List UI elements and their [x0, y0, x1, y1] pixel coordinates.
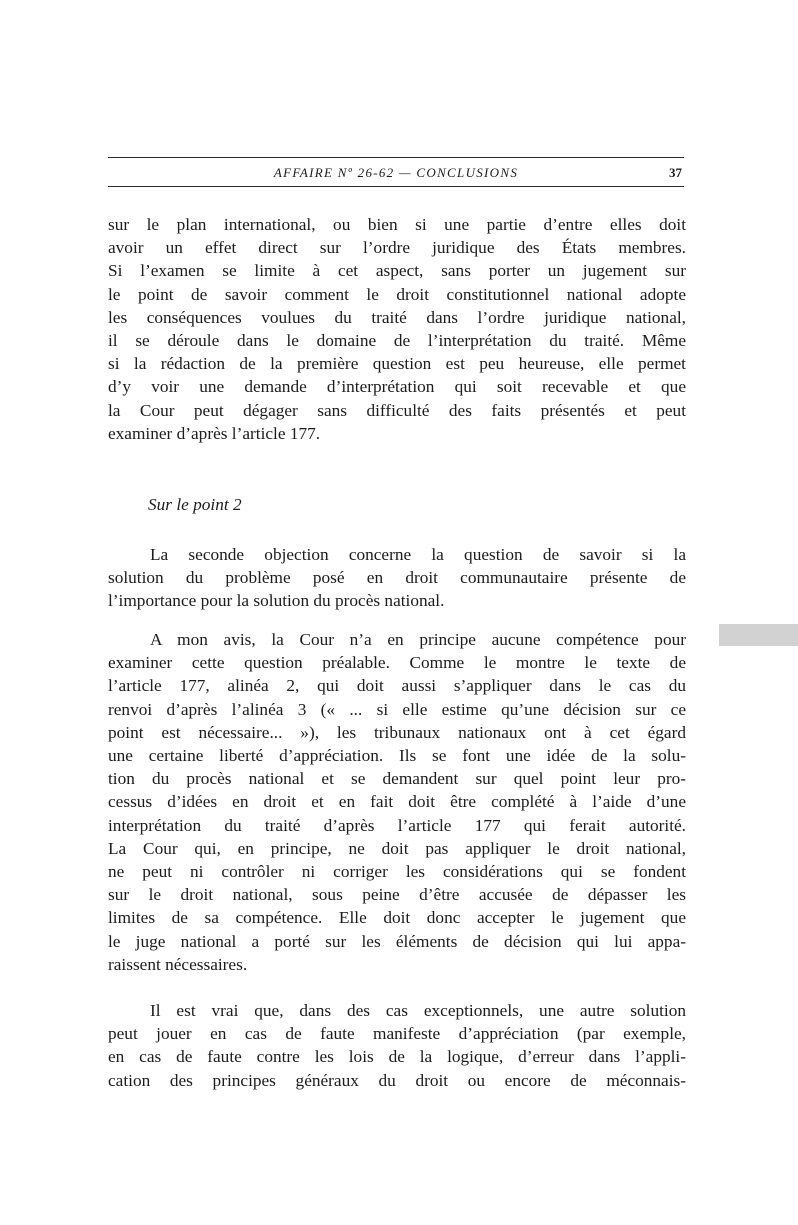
text-line: examiner cette question préalable. Comme le montre le texte de	[108, 653, 686, 673]
text-line: le point de savoir comment le droit constitutionnel national adopte	[108, 284, 686, 304]
text-line: sur le plan international, ou bien si une partie d’entre elles doit	[108, 215, 686, 234]
text-line: si la rédaction de la première question est peu heureuse, elle permet	[108, 354, 686, 374]
text-line: A mon avis, la Cour n’a en principe aucune compétence pour	[150, 630, 686, 649]
text-line: d’y voir une demande d’interprétation qui soit recevable et que	[108, 377, 686, 397]
text-line: avoir un effet direct sur l’ordre juridique des États membres.	[108, 238, 686, 258]
text-line: cessus d’idées en droit et en fait doit être complété à l’aide d’une	[108, 792, 686, 812]
text-line: en cas de faute contre les lois de la logique, d’erreur dans l’appli-	[108, 1047, 686, 1067]
margin-tab	[719, 624, 798, 646]
text-line: la Cour peut dégager sans difficulté des faits présentés et peut	[108, 400, 686, 420]
text-line: La Cour qui, en principe, ne doit pas appliquer le droit national,	[108, 838, 686, 858]
text-line: l’article 177, alinéa 2, qui doit aussi s’appliquer dans le cas du	[108, 676, 686, 696]
paragraph-4	[108, 999, 686, 1092]
text-line: solution du problème posé en droit communautaire présente de	[108, 568, 686, 588]
header-rule-top	[108, 157, 684, 158]
text-line: raissent nécessaires.	[108, 954, 248, 974]
page-number: 37	[669, 165, 682, 180]
text-line: les conséquences voulues du traité dans l’ordre juridique national,	[108, 307, 686, 327]
text-line: renvoi d’après l’alinéa 3 (« ... si elle estime qu’une décision sur ce	[108, 699, 686, 719]
text-line: Si l’examen se limite à cet aspect, sans porter un jugement sur	[108, 261, 686, 281]
section-subheading: Sur le point 2	[148, 495, 242, 514]
paragraph-1	[108, 213, 686, 445]
text-line: il se déroule dans le domaine de l’interprétation du traité. Même	[108, 331, 686, 351]
paragraph-2	[108, 543, 686, 613]
text-line: Il est vrai que, dans des cas exceptionnels, une autre solution	[150, 1001, 686, 1020]
text-line: interprétation du traité d’après l’article 177 qui ferait autorité.	[108, 815, 686, 835]
paragraph-3	[108, 628, 686, 976]
text-line: ne peut ni contrôler ni corriger les considérations qui se fondent	[108, 862, 686, 882]
text-line: cation des principes généraux du droit ou encore de méconnais-	[108, 1070, 686, 1090]
text-line: peut jouer en cas de faute manifeste d’appréciation (par exemple,	[108, 1024, 686, 1044]
text-line: La seconde objection concerne la question de savoir si la	[150, 545, 686, 564]
text-line: tion du procès national et se demandent sur quel point leur pro-	[108, 769, 686, 789]
running-head: AFFAIRE Nº 26-62 — CONCLUSIONS	[273, 165, 519, 180]
text-line: l’importance pour la solution du procès national.	[108, 591, 445, 611]
header-rule-bottom	[108, 186, 684, 187]
text-line: examiner d’après l’article 177.	[108, 423, 321, 443]
text-line: limites de sa compétence. Elle doit donc accepter le jugement que	[108, 908, 686, 928]
text-line: sur le droit national, sous peine d’être accusée de dépasser les	[108, 885, 686, 905]
text-line: point est nécessaire... »), les tribunaux nationaux ont à cet égard	[108, 722, 686, 742]
text-line: une certaine liberté d’appréciation. Ils se font une idée de la solu-	[108, 746, 686, 766]
text-line: le juge national a porté sur les éléments de décision qui lui appa-	[108, 931, 686, 951]
page-header	[108, 157, 684, 187]
